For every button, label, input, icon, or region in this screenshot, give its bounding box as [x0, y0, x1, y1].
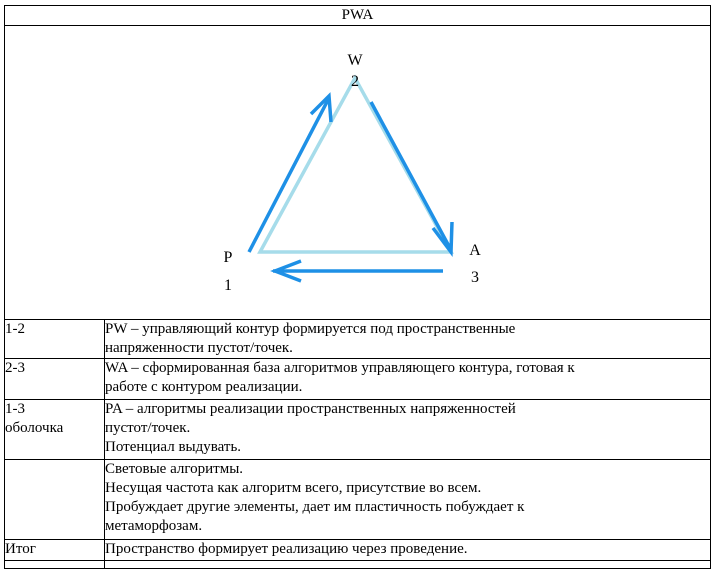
row-text-line: Пространство формирует реализацию через проведение.: [105, 541, 468, 557]
row-text: [105, 561, 711, 569]
row-text-line: метаморфозам.: [105, 518, 203, 534]
diagram-cell: [5, 26, 711, 320]
pwa-table: [4, 5, 711, 569]
row-text-line: Пробуждает другие элементы, дает им пластичность побуждает к: [105, 499, 525, 515]
row-text-line: PA – алгоритмы реализации пространственных напряженностей: [105, 401, 516, 417]
table-row: [5, 400, 711, 460]
table-row: [5, 540, 711, 561]
row-label: [5, 561, 105, 569]
row-label-line: оболочка: [5, 420, 64, 436]
vertex-left-letter: P: [223, 249, 233, 266]
vertex-top-letter: W: [347, 52, 363, 69]
row-text: [105, 400, 711, 460]
arrow-3-1: [273, 261, 443, 281]
vertex-left-number: 1: [224, 277, 232, 294]
arrow-1-2: [249, 96, 331, 252]
arrow-2-3: [371, 102, 452, 252]
table-row: [5, 460, 711, 540]
table-title: PWA: [5, 6, 711, 26]
table-row: [5, 561, 711, 569]
triangle-outline: [260, 78, 451, 252]
row-text-line: напряженности пустот/точек.: [105, 340, 293, 356]
table-row: [5, 359, 711, 400]
row-text: [105, 460, 711, 540]
vertex-right-number: 3: [471, 269, 479, 286]
table-row: [5, 320, 711, 359]
row-text-line: пустот/точек.: [105, 420, 191, 436]
row-text-line: PW – управляющий контур формируется под пространственные: [105, 321, 516, 337]
row-label: [5, 460, 105, 540]
vertex-top-number: 2: [351, 73, 359, 90]
row-label: 2-3: [5, 359, 105, 400]
row-text: [105, 320, 711, 359]
row-text: [105, 540, 711, 561]
vertex-right-letter: A: [469, 242, 481, 259]
row-label: [5, 400, 105, 460]
triangle-diagram: [5, 26, 709, 319]
row-label: Итог: [5, 540, 105, 561]
row-text-line: работе с контуром реализации.: [105, 379, 303, 395]
row-text-line: Световые алгоритмы.: [105, 461, 244, 477]
row-text-line: Потенциал выдувать.: [105, 439, 242, 455]
row-text: [105, 359, 711, 400]
row-label-line: 1-3: [5, 401, 25, 417]
row-text-line: Несущая частота как алгоритм всего, присутствие во всем.: [105, 480, 482, 496]
row-text-line: WA – сформированная база алгоритмов управляющего контура, готовая к: [105, 360, 575, 376]
row-label: 1-2: [5, 320, 105, 359]
